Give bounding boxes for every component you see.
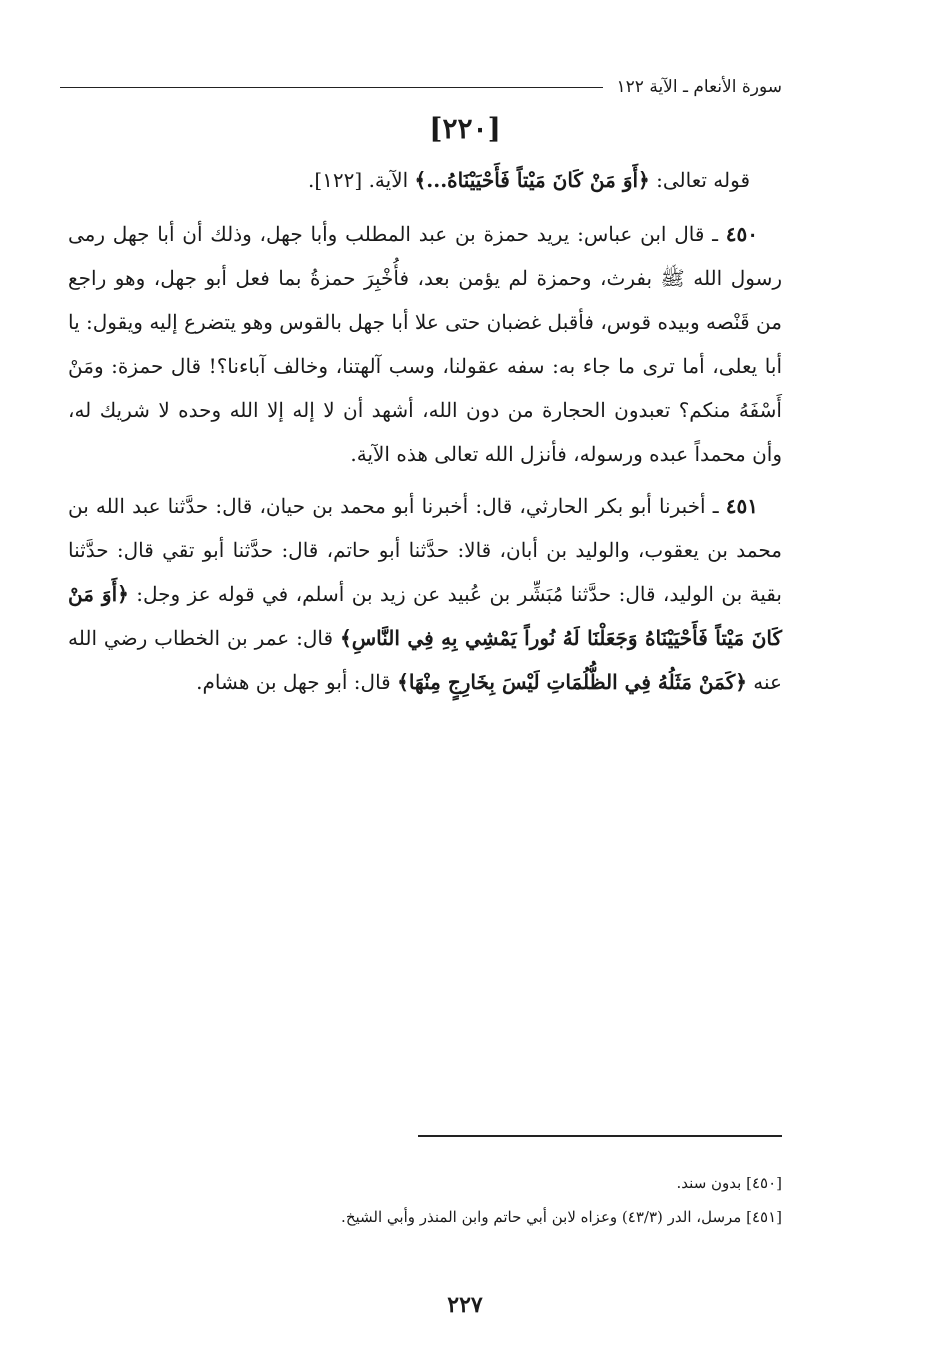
header-rule (60, 87, 603, 88)
running-title: سورة الأنعام ـ الآية ١٢٢ (616, 77, 782, 97)
footnotes (82, 1166, 782, 1234)
running-header (60, 72, 782, 102)
narration-text: ـ أخبرنا أبو بكر الحارثي، قال: أخبرنا أبو محمد بن حيان، قال: حدَّثنا عبد الله بن محمد بن يعقوب، والوليد بن أبان، قالا: حدَّثنا أبو حاتم، قال: حدَّثنا أبو تقي قال: حدَّثنا بقية بن الوليد، قال: حدَّثنا مُبَشِّر بن عُبيد عن زيد بن أسلم، في قوله عز وجل: (68, 494, 782, 606)
quran-verse: ﴿أَوَ مَنْ كَانَ مَيْتاً فَأَحْيَيْنَاهُ وَجَعَلْنَا لَهُ نُوراً يَمْشِي بِهِ فِي النَّاسِ﴾ (68, 582, 782, 650)
narration-text: قال: عمر بن الخطاب رضي الله عنه (68, 626, 782, 694)
main-text (68, 158, 782, 712)
narration-text: قال: أبو جهل بن هشام. (196, 670, 398, 694)
narration-number: ٤٥١ (725, 494, 758, 518)
footnote-450: [٤٥٠] بدون سند. (676, 1174, 782, 1192)
narration-450 (68, 212, 782, 476)
footnote-rule (418, 1135, 782, 1137)
footnote-451: [٤٥١] مرسل، الدر (٤٣/٣) وعزاه لابن أبي حاتم وابن المنذر وأبي الشيخ. (341, 1208, 782, 1226)
quran-verse: ﴿كَمَنْ مَثَلُهُ فِي الظُّلُمَاتِ لَيْسَ بِخَارِجٍ مِنْهَا﴾ (397, 670, 747, 694)
intro-lead: قوله تعالى: (649, 168, 750, 192)
quran-verse: ﴿أَوَ مَنْ كَانَ مَيْتاً فَأَحْيَيْنَاهُ...﴾ (414, 168, 650, 192)
section-number: [٢٢٠] (429, 112, 501, 145)
intro-tail: الآية. [١٢٢]. (308, 168, 415, 192)
page-number: ٢٢٧ (447, 1292, 483, 1318)
intro-line (68, 158, 782, 202)
narration-text: ـ قال ابن عباس: يريد حمزة بن عبد المطلب وأبا جهل، وذلك أن أبا جهل رمى رسول الله ﷺ بفرث، وحمزة لم يؤمن بعد، فأُخْبِرَ حمزةُ بما فعل أبو جهل، وهو راجع من قَنْصه وبيده قوس، فأقبل غضبان حتى علا أبا جهل بالقوس وهو يتضرع إليه ويقول: يا أبا يعلى، أما ترى ما جاء به: سفه عقولنا، وسب آلهتنا، وخالف آباءنا؟! قال حمزة: ومَنْ أَسْفَهُ منكم؟ تعبدون الحجارة من دون الله، أشهد أن لا إله إلا الله وحده لا شريك له، وأن محمداً عبده ورسوله، فأنزل الله تعالى هذه الآية. (68, 222, 782, 466)
narration-451 (68, 484, 782, 704)
narration-number: ٤٥٠ (725, 222, 758, 246)
